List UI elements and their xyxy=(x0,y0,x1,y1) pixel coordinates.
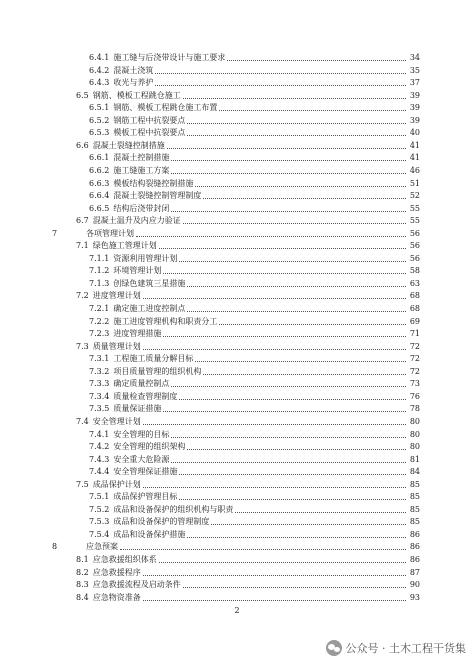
dot-leader xyxy=(171,462,406,463)
dot-leader xyxy=(183,98,406,99)
toc-entry xyxy=(89,315,420,327)
toc-entry xyxy=(89,64,420,76)
dot-leader xyxy=(171,386,406,387)
toc-entry-title: 施工进度管理机构和职责分工 xyxy=(113,316,218,326)
toc-entry-number: 7.1.1 xyxy=(89,253,110,263)
toc-entry xyxy=(76,239,420,251)
toc-entry-page: 52 xyxy=(409,191,420,201)
dot-leader xyxy=(179,499,406,500)
toc-entry-number: 6.6.4 xyxy=(89,191,110,201)
toc-entry-title: 施工缝与后浇带设计与施工要求 xyxy=(113,53,226,62)
dot-leader xyxy=(136,236,406,237)
dot-leader xyxy=(143,575,406,576)
toc-entry-page: 72 xyxy=(409,366,420,376)
toc-entry-number: 6.6.3 xyxy=(89,178,110,188)
toc-entry xyxy=(76,415,420,427)
toc-entry xyxy=(76,591,420,603)
toc-entry xyxy=(89,465,420,477)
toc-entry-title: 收光与养护 xyxy=(113,78,154,88)
toc-entry-number: 7.2.1 xyxy=(89,304,110,313)
toc-entry-number: 7.1.2 xyxy=(89,266,110,276)
toc-entry-page: 73 xyxy=(409,379,420,389)
dot-leader xyxy=(171,173,406,174)
toc-entry xyxy=(76,578,420,590)
dot-leader xyxy=(203,198,406,199)
dot-leader xyxy=(163,411,406,412)
toc-entry-title: 混凝土浇筑 xyxy=(113,65,154,75)
dot-leader xyxy=(235,512,406,513)
toc-entry-number: 8.1 xyxy=(76,555,89,564)
toc-entry xyxy=(76,214,420,226)
toc-entry-number: 6.7 xyxy=(76,216,89,226)
toc-entry-number: 7.4.2 xyxy=(89,442,110,452)
dot-leader xyxy=(219,110,406,111)
toc-entry-number: 6.5.3 xyxy=(89,128,110,138)
toc-entry-title: 项目质量管理的组织机构 xyxy=(113,366,202,376)
wechat-icon xyxy=(326,640,342,656)
toc-entry-page: 85 xyxy=(409,517,420,527)
toc-entry-page: 76 xyxy=(409,391,420,401)
toc-entry-page: 55 xyxy=(409,216,420,226)
toc-entry-title: 钢筋工程中抗裂要点 xyxy=(113,115,186,125)
toc-entry-title: 应急物资准备 xyxy=(92,592,141,602)
toc-entry-page: 81 xyxy=(409,454,420,464)
toc-entry-page: 86 xyxy=(409,542,420,552)
toc-entry-page: 55 xyxy=(409,203,420,213)
toc-entry-title: 应急救援程序 xyxy=(92,567,141,577)
dot-leader xyxy=(163,273,406,274)
toc-entry-number: 7.2 xyxy=(76,291,89,301)
toc-entry-title: 混凝土控制措施 xyxy=(113,153,170,163)
dot-leader xyxy=(163,336,406,337)
dot-leader xyxy=(171,160,406,161)
toc-entry-number: 8.3 xyxy=(76,580,89,590)
toc-entry-number: 7.3.4 xyxy=(89,391,110,401)
toc-entry-title: 进度管理措施 xyxy=(113,329,162,339)
toc-entry-number: 6.5.1 xyxy=(89,103,110,113)
toc-entry-number: 7.3 xyxy=(76,341,89,351)
toc-entry xyxy=(89,440,420,452)
toc-entry-number: 7.5.3 xyxy=(89,517,110,527)
toc-entry-page: 80 xyxy=(409,429,420,439)
toc-entry xyxy=(89,402,420,414)
toc-entry xyxy=(89,528,420,540)
toc-entry xyxy=(89,277,420,289)
toc-entry xyxy=(89,177,420,189)
dot-leader xyxy=(159,562,406,563)
toc-entry xyxy=(76,89,420,101)
dot-leader xyxy=(171,437,406,438)
toc-entry-number: 8.2 xyxy=(76,567,89,577)
toc-entry-title: 绿色施工管理计划 xyxy=(92,241,157,251)
toc-entry-number: 7.1.3 xyxy=(89,278,110,288)
toc-entry-title: 创绿色建筑三星措施 xyxy=(113,278,186,288)
toc-entry-title: 结构后浇带封闭 xyxy=(113,203,170,213)
toc-entry xyxy=(89,189,420,201)
toc-entry-title: 应急救援流程及启动条件 xyxy=(92,580,181,590)
dot-leader xyxy=(187,311,406,312)
toc-entry-page: 85 xyxy=(409,492,420,502)
toc-entry-page: 80 xyxy=(409,442,420,452)
toc-entry xyxy=(76,340,420,352)
toc-entry xyxy=(89,428,420,440)
dot-leader xyxy=(143,298,406,299)
toc-entry-number: 7.5 xyxy=(76,479,89,489)
watermark-text: 公众号 · 土木工程干货集 xyxy=(345,642,466,655)
toc-entry xyxy=(89,51,420,63)
toc-entry xyxy=(76,478,420,490)
toc-entry-number: 7.5.1 xyxy=(89,492,110,502)
toc-entry-page: 51 xyxy=(409,178,420,188)
toc-entry-title: 应急预案 xyxy=(86,542,118,552)
toc-entry-page: 72 xyxy=(409,341,420,351)
toc-entry-page: 93 xyxy=(409,592,420,602)
toc-entry-number: 7.4.4 xyxy=(89,467,110,477)
dot-leader xyxy=(227,60,406,61)
toc-entry-title: 成品和设备保护措施 xyxy=(113,529,186,539)
toc-entry xyxy=(89,503,420,515)
toc-entry-number: 7.5.2 xyxy=(89,504,110,514)
toc-entry-title: 混凝土裂缝控制措施 xyxy=(92,140,165,150)
toc-entry xyxy=(52,540,420,552)
dot-leader xyxy=(195,186,406,187)
toc-entry xyxy=(89,377,420,389)
toc-entry-page: 86 xyxy=(409,555,420,564)
dot-leader xyxy=(187,123,406,124)
toc-entry xyxy=(89,202,420,214)
toc-entry-title: 安全重大危险源 xyxy=(113,454,170,464)
toc-entry xyxy=(89,164,420,176)
toc-entry xyxy=(76,289,420,301)
dot-leader xyxy=(195,361,406,362)
dot-leader xyxy=(143,349,406,350)
toc-entry xyxy=(89,390,420,402)
toc-entry-title: 成品保护管理目标 xyxy=(113,492,178,502)
toc-entry xyxy=(89,515,420,527)
toc-entry-number: 6.6.5 xyxy=(89,203,110,213)
toc-entry-page: 68 xyxy=(409,291,420,301)
toc-entry-page: 80 xyxy=(409,416,420,426)
toc-entry xyxy=(52,227,420,239)
toc-entry-number: 6.6 xyxy=(76,140,89,150)
toc-entry xyxy=(89,114,420,126)
toc-entry-page: 78 xyxy=(409,404,420,414)
toc-entry xyxy=(89,352,420,364)
dot-leader xyxy=(143,487,406,488)
toc-entry xyxy=(89,327,420,339)
toc-entry-page: 39 xyxy=(409,90,420,100)
dot-leader xyxy=(183,587,406,588)
toc-entry-number: 7.4.3 xyxy=(89,454,110,464)
toc-entry-page: 56 xyxy=(409,253,420,263)
toc-entry-title: 工程施工质量分解目标 xyxy=(113,354,194,364)
toc-entry-title: 质量管理计划 xyxy=(92,341,141,351)
toc-entry xyxy=(89,252,420,264)
toc-entry-page: 58 xyxy=(409,266,420,276)
dot-leader xyxy=(187,537,406,538)
toc-entry-page: 85 xyxy=(409,479,420,489)
toc-entry xyxy=(89,490,420,502)
toc-entry-page: 85 xyxy=(409,504,420,514)
toc-entry-page: 63 xyxy=(409,278,420,288)
toc-entry-title: 质量检查管理制度 xyxy=(113,391,178,401)
toc-entry-title: 各项管理计划 xyxy=(86,228,134,238)
toc-entry-number: 7.3.2 xyxy=(89,366,110,376)
dot-leader xyxy=(219,324,406,325)
toc-entry-title: 成品和设备保护的组织机构与职责 xyxy=(113,504,234,514)
dot-leader xyxy=(159,248,406,249)
toc-entry-number: 8 xyxy=(52,542,58,552)
dot-leader xyxy=(203,374,406,375)
toc-entry xyxy=(89,101,420,113)
toc-entry xyxy=(89,264,420,276)
toc-entry-title: 资源利用管理计划 xyxy=(113,253,178,263)
toc-entry-title: 环境管理计划 xyxy=(113,266,162,276)
dot-leader xyxy=(187,135,406,136)
toc-entry-page: 41 xyxy=(409,153,420,163)
toc-entry-page: 41 xyxy=(409,140,420,150)
toc-entry xyxy=(89,453,420,465)
toc-entry-title: 模板工程中抗裂要点 xyxy=(113,128,186,138)
page-number: 2 xyxy=(234,606,240,615)
toc-entry-title: 进度管理计划 xyxy=(92,291,141,301)
toc-entry-number: 6.4.2 xyxy=(89,65,110,75)
dot-leader xyxy=(187,286,406,287)
toc-entry xyxy=(76,553,420,565)
toc-entry-title: 安全管理的组织架构 xyxy=(113,442,186,452)
dot-leader xyxy=(120,549,406,550)
toc-entry xyxy=(89,151,420,163)
toc-entry-title: 确定施工进度控制点 xyxy=(113,304,186,313)
dot-leader xyxy=(179,261,406,262)
toc-entry-title: 成品保护计划 xyxy=(92,479,141,489)
toc-entry xyxy=(76,566,420,578)
dot-leader xyxy=(179,399,406,400)
toc-entry-title: 钢筋、模板工程跳仓施工 xyxy=(92,90,181,100)
toc-entry-number: 7.3.3 xyxy=(89,379,110,389)
toc-entry-page: 39 xyxy=(409,103,420,113)
toc-entry-page: 56 xyxy=(409,228,420,238)
dot-leader xyxy=(155,73,406,74)
dot-leader xyxy=(187,449,406,450)
toc-entry-title: 混凝土温升及内应力验证 xyxy=(92,216,181,226)
toc-entry-number: 6.6.1 xyxy=(89,153,110,163)
toc-entry-number: 7 xyxy=(52,228,58,238)
toc-entry-title: 模板结构裂缝控制措施 xyxy=(113,178,194,188)
toc-entry-title: 钢筋、模板工程跳仓施工布置 xyxy=(113,103,218,113)
toc-entry-number: 7.4 xyxy=(76,416,89,426)
toc-entry-title: 混凝土裂缝控制管理制度 xyxy=(113,191,202,201)
toc-entry-title: 成品和设备保护的管理制度 xyxy=(113,517,210,527)
toc-entry-title: 安全管理计划 xyxy=(92,416,141,426)
toc-entry xyxy=(76,139,420,151)
toc-entry-page: 40 xyxy=(409,128,420,138)
toc-entry-page: 68 xyxy=(409,304,420,313)
toc-entry-page: 46 xyxy=(409,165,420,175)
toc-entry-number: 8.4 xyxy=(76,592,89,602)
watermark xyxy=(326,640,467,656)
dot-leader xyxy=(211,524,406,525)
toc-entry-number: 6.5 xyxy=(76,90,89,100)
toc-entry-number: 7.5.4 xyxy=(89,529,110,539)
toc-entry-number: 6.6.2 xyxy=(89,165,110,175)
toc-entry-title: 安全管理的目标 xyxy=(113,429,170,439)
toc-entry xyxy=(89,126,420,138)
toc-entry-number: 6.5.2 xyxy=(89,115,110,125)
dot-leader xyxy=(143,424,406,425)
toc-entry-title: 施工缝施工方案 xyxy=(113,165,170,175)
toc-entry-number: 6.4.3 xyxy=(89,78,110,88)
toc-entry-number: 7.2.2 xyxy=(89,316,110,326)
toc-entry-page: 71 xyxy=(409,329,420,339)
toc-entry xyxy=(89,302,420,314)
dot-leader xyxy=(183,223,406,224)
toc-entry-page: 90 xyxy=(409,580,420,590)
toc-entry-page: 39 xyxy=(409,115,420,125)
toc-entry-number: 7.2.3 xyxy=(89,329,110,339)
dot-leader xyxy=(143,600,406,601)
toc-entry-number: 7.4.1 xyxy=(89,429,110,439)
dot-leader xyxy=(155,85,406,86)
toc-entry-page: 69 xyxy=(409,316,420,326)
toc-entry-page: 84 xyxy=(409,467,420,477)
toc-entry-title: 确定质量控制点 xyxy=(113,379,170,389)
toc-entry-title: 质量保证措施 xyxy=(113,404,162,414)
toc-entry-page: 34 xyxy=(409,53,420,62)
toc-entry-page: 87 xyxy=(409,567,420,577)
toc-entry-page: 86 xyxy=(409,529,420,539)
toc-entry-title: 安全管理保证措施 xyxy=(113,467,178,477)
dot-leader xyxy=(171,211,406,212)
toc-entry-page: 37 xyxy=(409,78,420,88)
toc-entry-number: 6.4.1 xyxy=(89,53,110,62)
dot-leader xyxy=(179,474,406,475)
toc-entry-number: 7.3.1 xyxy=(89,354,110,364)
toc-entry-number: 7.3.5 xyxy=(89,404,110,414)
toc-entry-title: 应急救援组织体系 xyxy=(92,555,157,564)
toc-entry-page: 56 xyxy=(409,241,420,251)
dot-leader xyxy=(167,148,406,149)
toc-entry xyxy=(89,76,420,88)
toc-entry-number: 7.1 xyxy=(76,241,89,251)
toc-entry-page: 35 xyxy=(409,65,420,75)
toc-entry xyxy=(89,365,420,377)
toc-entry-page: 72 xyxy=(409,354,420,364)
